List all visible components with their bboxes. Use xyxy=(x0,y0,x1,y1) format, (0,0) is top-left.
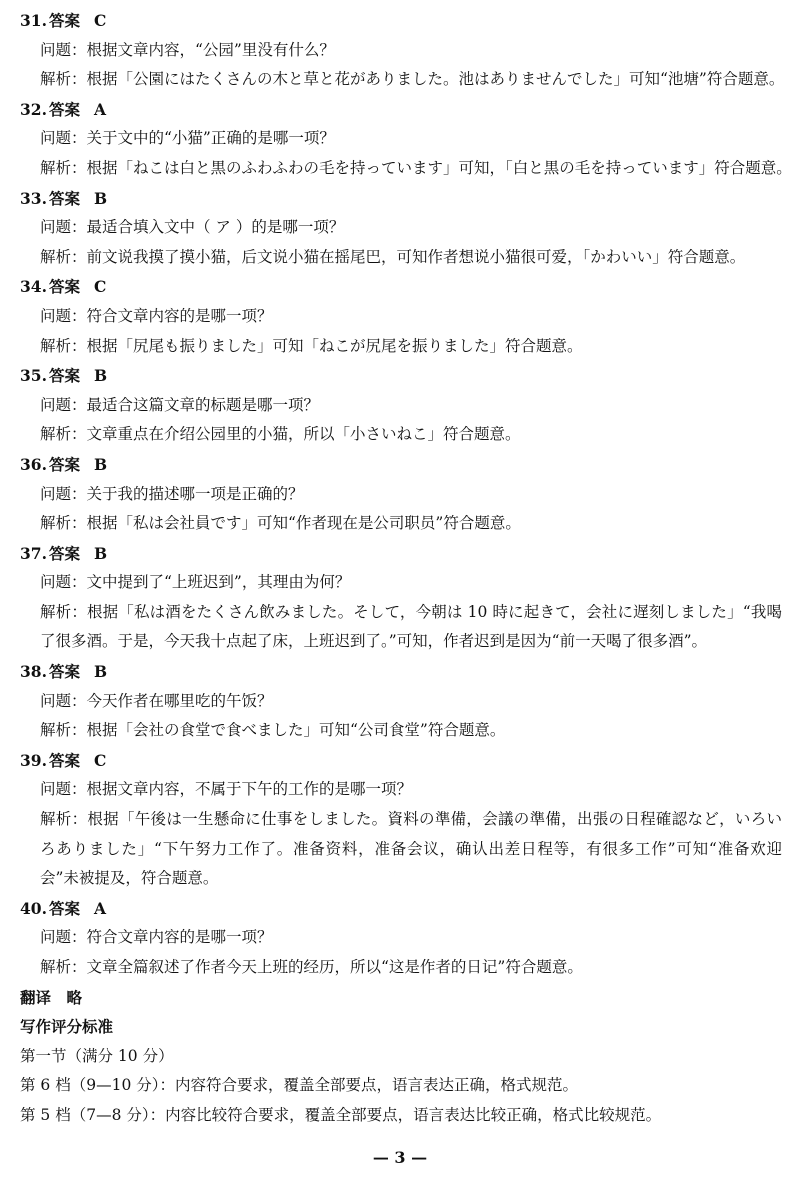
question-number: 35. xyxy=(20,366,47,386)
answer-choice: B xyxy=(93,188,108,208)
question-number: 37. xyxy=(20,543,47,563)
answer-choice: C xyxy=(93,750,107,770)
answer-heading xyxy=(20,272,782,302)
analysis-text: 解析：根据「午後は一生懸命に仕事をしました。資料の準備，会議の準備，出張の日程確認など，いろいろありました」“下午努力工作了。准备资料，准备会议，确认出差日程等，有很多工作”可知“准备欢迎会”未被提及，符合题意。 xyxy=(40,810,782,888)
question-text: 问题：根据文章内容，“公园”里没有什么？ xyxy=(40,40,335,59)
answer-heading xyxy=(20,450,782,480)
answer-choice: B xyxy=(93,454,108,474)
grading-level-5: 第 5 档（7—8 分）：内容比较符合要求，覆盖全部要点，语言表达比较正确，格式比较规范。 xyxy=(20,1105,662,1124)
grading-level-6: 第 6 档（9—10 分）：内容符合要求，覆盖全部要点，语言表达正确，格式规范。 xyxy=(20,1076,578,1095)
question-number: 31. xyxy=(20,11,47,30)
translation-heading: 翻译 略 xyxy=(20,987,83,1007)
answer-label: 答案 xyxy=(48,454,80,474)
answer-choice: A xyxy=(93,898,107,918)
question-number: 38. xyxy=(20,662,47,682)
analysis-text: 解析：根据「会社の食堂で食べました」可知“公司食堂”符合题意。 xyxy=(40,721,506,740)
question-number: 32. xyxy=(20,99,47,119)
answer-choice: B xyxy=(93,366,108,386)
answer-label: 答案 xyxy=(48,750,80,770)
writing-criteria-heading: 写作评分标准 xyxy=(20,1017,114,1037)
answer-label: 答案 xyxy=(48,662,80,682)
answer-heading xyxy=(20,95,782,125)
question-text: 问题：最适合这篇文章的标题是哪一项？ xyxy=(40,395,320,414)
answer-heading xyxy=(20,657,782,687)
answer-heading xyxy=(20,894,782,924)
answer-label: 答案 xyxy=(48,277,80,297)
analysis-text: 解析：根据「ねこは白と黒のふわふわの毛を持っています」可知，「白と黒の毛を持っています」符合题意。 xyxy=(40,158,792,177)
answer-heading xyxy=(20,6,782,36)
question-text: 问题：关于文中的“小猫”正确的是哪一项？ xyxy=(40,129,335,148)
question-text: 问题：文中提到了“上班迟到”，其理由为何？ xyxy=(40,573,351,592)
analysis-text: 解析：文章全篇叙述了作者今天上班的经历，所以“这是作者的日记”符合题意。 xyxy=(40,958,583,976)
analysis-text: 解析：根据「公園にはたくさんの木と草と花がありました。池はありませんでした」可知“池塘”符合题意。 xyxy=(40,70,785,89)
answer-choice: B xyxy=(93,543,108,563)
answer-choice: C xyxy=(93,11,107,30)
question-number: 33. xyxy=(20,188,47,208)
question-text: 问题：关于我的描述哪一项是正确的？ xyxy=(40,484,304,503)
question-number: 39. xyxy=(20,750,47,770)
question-text: 问题：最适合填入文中（ ア ）的是哪一项？ xyxy=(40,218,345,237)
answer-document xyxy=(20,6,792,1131)
answer-choice: B xyxy=(93,662,108,682)
analysis-text: 解析：文章重点在介绍公园里的小猫，所以「小さいねこ」符合题意。 xyxy=(40,425,521,444)
answer-heading xyxy=(20,539,782,569)
question-number: 40. xyxy=(20,898,47,918)
answer-label: 答案 xyxy=(48,11,80,30)
question-text: 问题：根据文章内容，不属于下午的工作的是哪一项？ xyxy=(40,780,413,799)
question-number: 36. xyxy=(20,454,47,474)
answer-label: 答案 xyxy=(48,99,80,119)
answer-label: 答案 xyxy=(48,543,80,563)
answer-heading xyxy=(20,361,782,391)
analysis-text: 解析：根据「私は酒をたくさん飲みました。そして，今朝は 10 時に起きて，会社に遅刻しました」“我喝了很多酒。于是，今天我十点起了床，上班迟到了。”可知，作者迟到是因为“前一天喝了很多酒”。 xyxy=(40,602,782,651)
answer-heading xyxy=(20,746,782,776)
answer-heading xyxy=(20,184,782,214)
answer-label: 答案 xyxy=(48,366,80,386)
answer-choice: C xyxy=(93,277,107,297)
analysis-text: 解析：根据「私は会社員です」可知“作者现在是公司职员”符合题意。 xyxy=(40,514,521,533)
answer-label: 答案 xyxy=(48,898,80,918)
question-text: 问题：今天作者在哪里吃的午饭？ xyxy=(40,691,273,710)
question-text: 问题：符合文章内容的是哪一项？ xyxy=(40,928,273,947)
answer-choice: A xyxy=(93,99,107,119)
writing-section-title: 第一节（满分 10 分） xyxy=(20,1046,174,1065)
analysis-text: 解析：根据「尻尾も振りました」可知「ねこが尻尾を振りました」符合题意。 xyxy=(40,336,583,355)
page-number: — 3 — xyxy=(372,1148,428,1167)
analysis-text: 解析：前文说我摸了摸小猫，后文说小猫在摇尾巴，可知作者想说小猫很可爱，「かわいい」符合题意。 xyxy=(40,247,746,266)
answer-label: 答案 xyxy=(48,188,80,208)
question-number: 34. xyxy=(20,277,47,297)
question-text: 问题：符合文章内容的是哪一项？ xyxy=(40,306,273,325)
